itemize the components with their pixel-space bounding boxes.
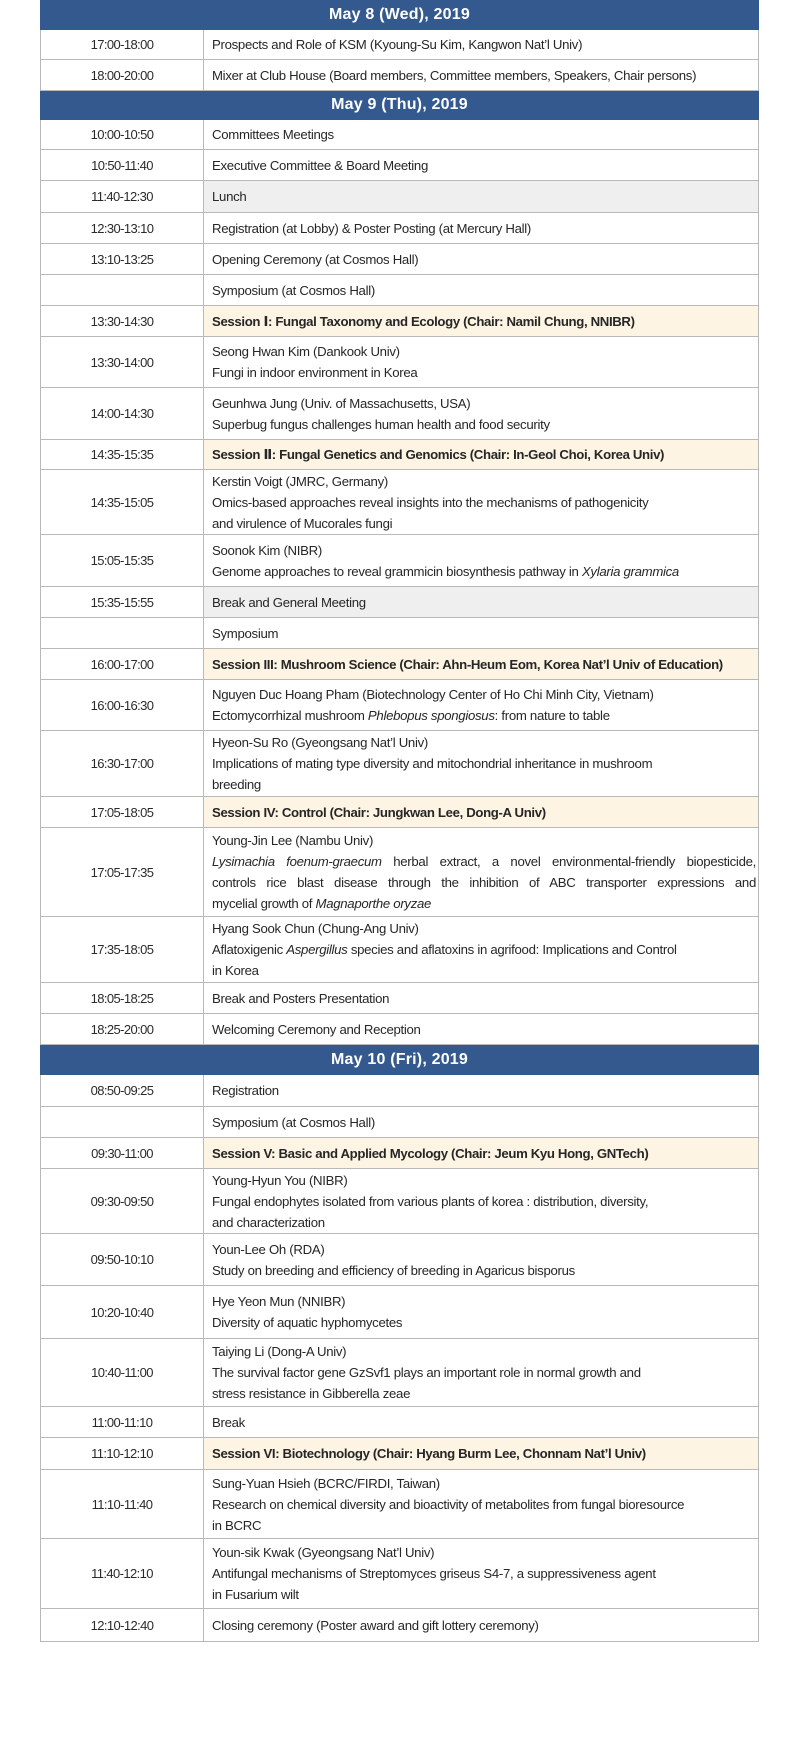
line-text: Session Ⅱ: Fungal Genetics and Genomics (Chair: In-Geol Choi, Korea Univ) [212, 447, 665, 462]
line-text: Young-Hyun You (NIBR) [212, 1172, 348, 1188]
line-text: Youn-Lee Oh (RDA) [212, 1241, 325, 1257]
schedule-row [40, 983, 759, 1014]
schedule-row [40, 828, 759, 917]
line-text: Session Ⅰ: Fungal Taxonomy and Ecology (Chair: Namil Chung, NNIBR) [212, 313, 635, 329]
line-text: Aflatoxigenic [212, 942, 287, 957]
time-cell: 09:30-11:00 [41, 1138, 204, 1168]
content-line [212, 1515, 756, 1536]
content-line [212, 918, 756, 939]
content-line [212, 492, 756, 513]
content-line [212, 893, 756, 914]
line-text: Session III: Mushroom Science (Chair: Ahn-Heum Eom, Korea Nat’l Univ of Education) [212, 656, 723, 672]
time-cell: 16:00-17:00 [41, 649, 204, 679]
schedule-row [40, 1539, 759, 1609]
time-cell: 14:00-14:30 [41, 388, 204, 439]
day-header [40, 0, 759, 30]
content-line [212, 124, 756, 145]
schedule-row [40, 535, 759, 587]
content-cell [204, 181, 758, 212]
content-cell [204, 388, 758, 439]
day-title: May 9 (Thu), 2019 [331, 96, 468, 113]
content-cell [204, 306, 758, 336]
line-text: Welcoming Ceremony and Reception [212, 1021, 421, 1037]
time-cell: 13:30-14:30 [41, 306, 204, 336]
line-text: Registration (at Lobby) & Poster Posting (at Mercury Hall) [212, 220, 532, 236]
session-row [40, 306, 759, 337]
content-cell [204, 828, 758, 916]
line-text: Registration [212, 1083, 279, 1098]
content-line [212, 1170, 756, 1191]
time-cell: 17:35-18:05 [41, 917, 204, 982]
time-cell: 17:05-17:35 [41, 828, 204, 916]
content-line [212, 513, 756, 534]
content-cell [204, 1539, 758, 1608]
time-cell: 11:40-12:10 [41, 1539, 204, 1608]
line-text: Executive Committee & Board Meeting [212, 157, 428, 173]
content-line [212, 1080, 756, 1101]
line-text: controls rice blast disease through the inhibition of ABC transporter expressions and [212, 875, 756, 890]
content-cell [204, 1407, 758, 1437]
schedule-row [40, 1339, 759, 1407]
line-text: Session IV: Control (Chair: Jungkwan Lee, Dong-A Univ) [212, 804, 546, 820]
content-cell [204, 535, 758, 586]
time-cell: 09:50-10:10 [41, 1234, 204, 1285]
line-text: Symposium (at Cosmos Hall) [212, 1114, 375, 1130]
content-cell [204, 440, 758, 469]
content-line [212, 753, 756, 774]
time-cell: 18:05-18:25 [41, 983, 204, 1013]
line-text: Symposium (at Cosmos Hall) [212, 282, 375, 298]
time-cell: 14:35-15:05 [41, 470, 204, 534]
line-text: Closing ceremony (Poster award and gift lottery ceremony) [212, 1617, 539, 1633]
schedule-row [40, 1286, 759, 1339]
time-cell: 13:10-13:25 [41, 244, 204, 274]
schedule-row [40, 1075, 759, 1107]
content-cell [204, 275, 758, 305]
species-name: Xylaria grammica [581, 563, 679, 579]
time-cell: 17:05-18:05 [41, 797, 204, 827]
line-text: Fungal endophytes isolated from various plants of korea : distribution, diversity, [212, 1193, 649, 1209]
line-text: Soonok Kim (NIBR) [212, 542, 322, 558]
content-line [212, 732, 756, 753]
schedule-row [40, 275, 759, 306]
line-text: The survival factor gene GzSvf1 plays an important role in normal growth and [212, 1365, 641, 1380]
line-text: Implications of mating type diversity and mitochondrial inheritance in mushroom [212, 756, 653, 771]
content-cell [204, 797, 758, 827]
line-text: Fungi in indoor environment in Korea [212, 365, 418, 380]
content-line [212, 1563, 756, 1584]
line-text: Research on chemical diversity and bioactivity of metabolites from fungal bioresource [212, 1496, 685, 1512]
content-line [212, 851, 756, 872]
schedule-row [40, 680, 759, 731]
schedule-row [40, 1470, 759, 1539]
time-cell [41, 1107, 204, 1137]
time-cell: 18:25-20:00 [41, 1014, 204, 1044]
schedule-row [40, 470, 759, 535]
schedule-row [40, 120, 759, 150]
content-cell [204, 1438, 758, 1469]
schedule-row [40, 731, 759, 797]
line-text: Hyang Sook Chun (Chung-Ang Univ) [212, 921, 419, 936]
time-cell: 15:35-15:55 [41, 587, 204, 617]
content-cell [204, 587, 758, 617]
content-line [212, 1239, 756, 1260]
day-title: May 8 (Wed), 2019 [329, 5, 470, 23]
line-text: Lunch [212, 189, 247, 204]
time-cell: 09:30-09:50 [41, 1169, 204, 1233]
content-line [212, 1212, 756, 1233]
line-text: Superbug fungus challenges human health and food security [212, 416, 550, 432]
line-text: Break [212, 1414, 245, 1430]
time-cell [41, 618, 204, 648]
content-line [212, 341, 756, 362]
line-text: Session V: Basic and Applied Mycology (Chair: Jeum Kyu Hong, GNTech) [212, 1145, 649, 1161]
content-line [212, 414, 756, 435]
line-text: Opening Ceremony (at Cosmos Hall) [212, 251, 419, 267]
line-text: Youn-sik Kwak (Gyeongsang Nat’l Univ) [212, 1545, 435, 1560]
line-text: in Fusarium wilt [212, 1587, 299, 1602]
content-line [212, 280, 756, 301]
day-header [40, 91, 759, 120]
content-line [212, 1143, 756, 1164]
schedule-row [40, 917, 759, 983]
content-line [212, 684, 756, 705]
content-cell [204, 337, 758, 387]
line-text: Omics-based approaches reveal insights into the mechanisms of pathogenicity [212, 494, 649, 510]
content-cell [204, 680, 758, 730]
content-cell [204, 30, 758, 59]
content-line [212, 1019, 756, 1040]
schedule-row [40, 1609, 759, 1642]
session-row [40, 649, 759, 680]
content-cell [204, 1470, 758, 1538]
content-line [212, 1112, 756, 1133]
content-line [212, 939, 756, 960]
schedule-row [40, 1169, 759, 1234]
time-cell: 16:30-17:00 [41, 731, 204, 796]
day-header [40, 1045, 759, 1075]
line-text: Seong Hwan Kim (Dankook Univ) [212, 344, 400, 359]
content-line [212, 872, 756, 893]
line-text: in BCRC [212, 1517, 262, 1533]
content-cell [204, 917, 758, 982]
content-line [212, 1312, 756, 1333]
content-line [212, 1383, 756, 1404]
session-row [40, 440, 759, 470]
content-line [212, 960, 756, 981]
content-line [212, 1542, 756, 1563]
line-text: in Korea [212, 963, 259, 978]
schedule-row [40, 1234, 759, 1286]
content-line [212, 311, 756, 332]
time-cell: 11:10-11:40 [41, 1470, 204, 1538]
day-title: May 10 (Fri), 2019 [331, 1050, 468, 1068]
line-text: stress resistance in Gibberella zeae [212, 1386, 411, 1401]
schedule-row [40, 337, 759, 388]
content-cell [204, 1107, 758, 1137]
line-text: Break and Posters Presentation [212, 990, 390, 1006]
content-line [212, 830, 756, 851]
content-cell [204, 1014, 758, 1044]
content-cell [204, 60, 758, 90]
line-text: Symposium [212, 625, 279, 641]
session-row [40, 797, 759, 828]
line-text: Hyeon-Su Ro (Gyeongsang Nat’l Univ) [212, 735, 428, 750]
line-text: Taiying Li (Dong-A Univ) [212, 1344, 347, 1359]
line-text: Geunhwa Jung (Univ. of Massachusetts, USA) [212, 395, 471, 411]
content-cell [204, 1234, 758, 1285]
content-cell [204, 213, 758, 243]
line-text: Ectomycorrhizal mushroom [212, 708, 368, 723]
line-text: Hye Yeon Mun (NNIBR) [212, 1294, 346, 1309]
content-cell [204, 649, 758, 679]
schedule-row [40, 244, 759, 275]
content-line [212, 1260, 756, 1281]
schedule-row [40, 60, 759, 91]
schedule-row [40, 388, 759, 440]
time-cell: 14:35-15:35 [41, 440, 204, 469]
schedule-row [40, 1014, 759, 1045]
line-text: Committees Meetings [212, 127, 334, 142]
line-text: Session VI: Biotechnology (Chair: Hyang Burm Lee, Chonnam Nat’l Univ) [212, 1446, 646, 1461]
line-text: Sung-Yuan Hsieh (BCRC/FIRDI, Taiwan) [212, 1475, 440, 1491]
time-cell: 10:50-11:40 [41, 150, 204, 180]
line-text: Genome approaches to reveal grammicin biosynthesis pathway in [212, 563, 582, 579]
schedule-row [40, 30, 759, 60]
line-text-tail: species and aflatoxins in agrifood: Implications and Control [347, 942, 677, 957]
schedule-row [40, 618, 759, 649]
content-cell [204, 244, 758, 274]
content-line [212, 1473, 756, 1494]
content-cell [204, 983, 758, 1013]
time-cell: 11:40-12:30 [41, 181, 204, 212]
content-cell [204, 1339, 758, 1406]
content-cell [204, 150, 758, 180]
content-line [212, 540, 756, 561]
line-text: breeding [212, 777, 261, 792]
content-line [212, 155, 756, 176]
line-text: Nguyen Duc Hoang Pham (Biotechnology Center of Ho Chi Minh City, Vietnam) [212, 687, 654, 702]
time-cell: 10:00-10:50 [41, 120, 204, 149]
time-cell: 11:10-12:10 [41, 1438, 204, 1469]
schedule-row [40, 181, 759, 213]
line-text: Kerstin Voigt (JMRC, Germany) [212, 473, 388, 489]
content-line [212, 444, 756, 465]
line-text: Prospects and Role of KSM (Kyoung-Su Kim, Kangwon Nat’l Univ) [212, 37, 583, 52]
schedule-row [40, 587, 759, 618]
content-cell [204, 470, 758, 534]
time-cell: 10:40-11:00 [41, 1339, 204, 1406]
species-name: Aspergillus [286, 942, 348, 957]
content-line [212, 623, 756, 644]
content-line [212, 1494, 756, 1515]
time-cell: 17:00-18:00 [41, 30, 204, 59]
line-text-tail: : from nature to table [494, 708, 610, 723]
content-line [212, 592, 756, 613]
time-cell [41, 275, 204, 305]
schedule-row [40, 1407, 759, 1438]
content-line [212, 774, 756, 795]
schedule-table [40, 0, 759, 1642]
species-name: Magnaporthe oryzae [315, 896, 432, 911]
line-text: Mixer at Club House (Board members, Committee members, Speakers, Chair persons) [212, 67, 697, 83]
line-text: and characterization [212, 1214, 325, 1230]
content-line [212, 654, 756, 675]
content-line [212, 1443, 756, 1464]
content-cell [204, 1609, 758, 1641]
line-text: Study on breeding and efficiency of breeding in Agaricus bisporus [212, 1262, 575, 1278]
content-line [212, 65, 756, 86]
species-name: Phlebopus spongiosus [367, 708, 495, 723]
content-line [212, 471, 756, 492]
line-text: Diversity of aquatic hyphomycetes [212, 1315, 403, 1330]
content-line [212, 362, 756, 383]
time-cell: 08:50-09:25 [41, 1075, 204, 1106]
content-line [212, 561, 756, 582]
content-cell [204, 120, 758, 149]
content-cell [204, 1075, 758, 1106]
time-cell: 12:10-12:40 [41, 1609, 204, 1641]
schedule-row [40, 150, 759, 181]
line-text: Young-Jin Lee (Nambu Univ) [212, 833, 374, 848]
content-line [212, 393, 756, 414]
session-row [40, 1138, 759, 1169]
content-line [212, 34, 756, 55]
species-name: Lysimachia foenum-graecum [212, 854, 382, 869]
content-cell [204, 1286, 758, 1338]
line-text-tail: herbal extract, a novel environmental-friendly biopesticide, [381, 854, 756, 869]
content-line [212, 802, 756, 823]
schedule-row [40, 1107, 759, 1138]
line-text: and virulence of Mucorales fungi [212, 515, 393, 531]
content-line [212, 1362, 756, 1383]
content-line [212, 1584, 756, 1605]
time-cell: 12:30-13:10 [41, 213, 204, 243]
content-line [212, 1412, 756, 1433]
line-text: Break and General Meeting [212, 594, 366, 610]
line-text: mycelial growth of [212, 896, 316, 911]
content-line [212, 1341, 756, 1362]
content-line [212, 249, 756, 270]
content-line [212, 1191, 756, 1212]
time-cell: 18:00-20:00 [41, 60, 204, 90]
schedule-row [40, 213, 759, 244]
time-cell: 13:30-14:00 [41, 337, 204, 387]
time-cell: 15:05-15:35 [41, 535, 204, 586]
content-line [212, 186, 756, 207]
session-row [40, 1438, 759, 1470]
time-cell: 10:20-10:40 [41, 1286, 204, 1338]
content-line [212, 705, 756, 726]
content-cell [204, 1138, 758, 1168]
content-cell [204, 731, 758, 796]
content-line [212, 1615, 756, 1636]
line-text: Antifungal mechanisms of Streptomyces griseus S4-7, a suppressiveness agent [212, 1566, 656, 1581]
content-cell [204, 1169, 758, 1233]
content-line [212, 1291, 756, 1312]
content-cell [204, 618, 758, 648]
time-cell: 11:00-11:10 [41, 1407, 204, 1437]
time-cell: 16:00-16:30 [41, 680, 204, 730]
content-line [212, 218, 756, 239]
content-line [212, 988, 756, 1009]
